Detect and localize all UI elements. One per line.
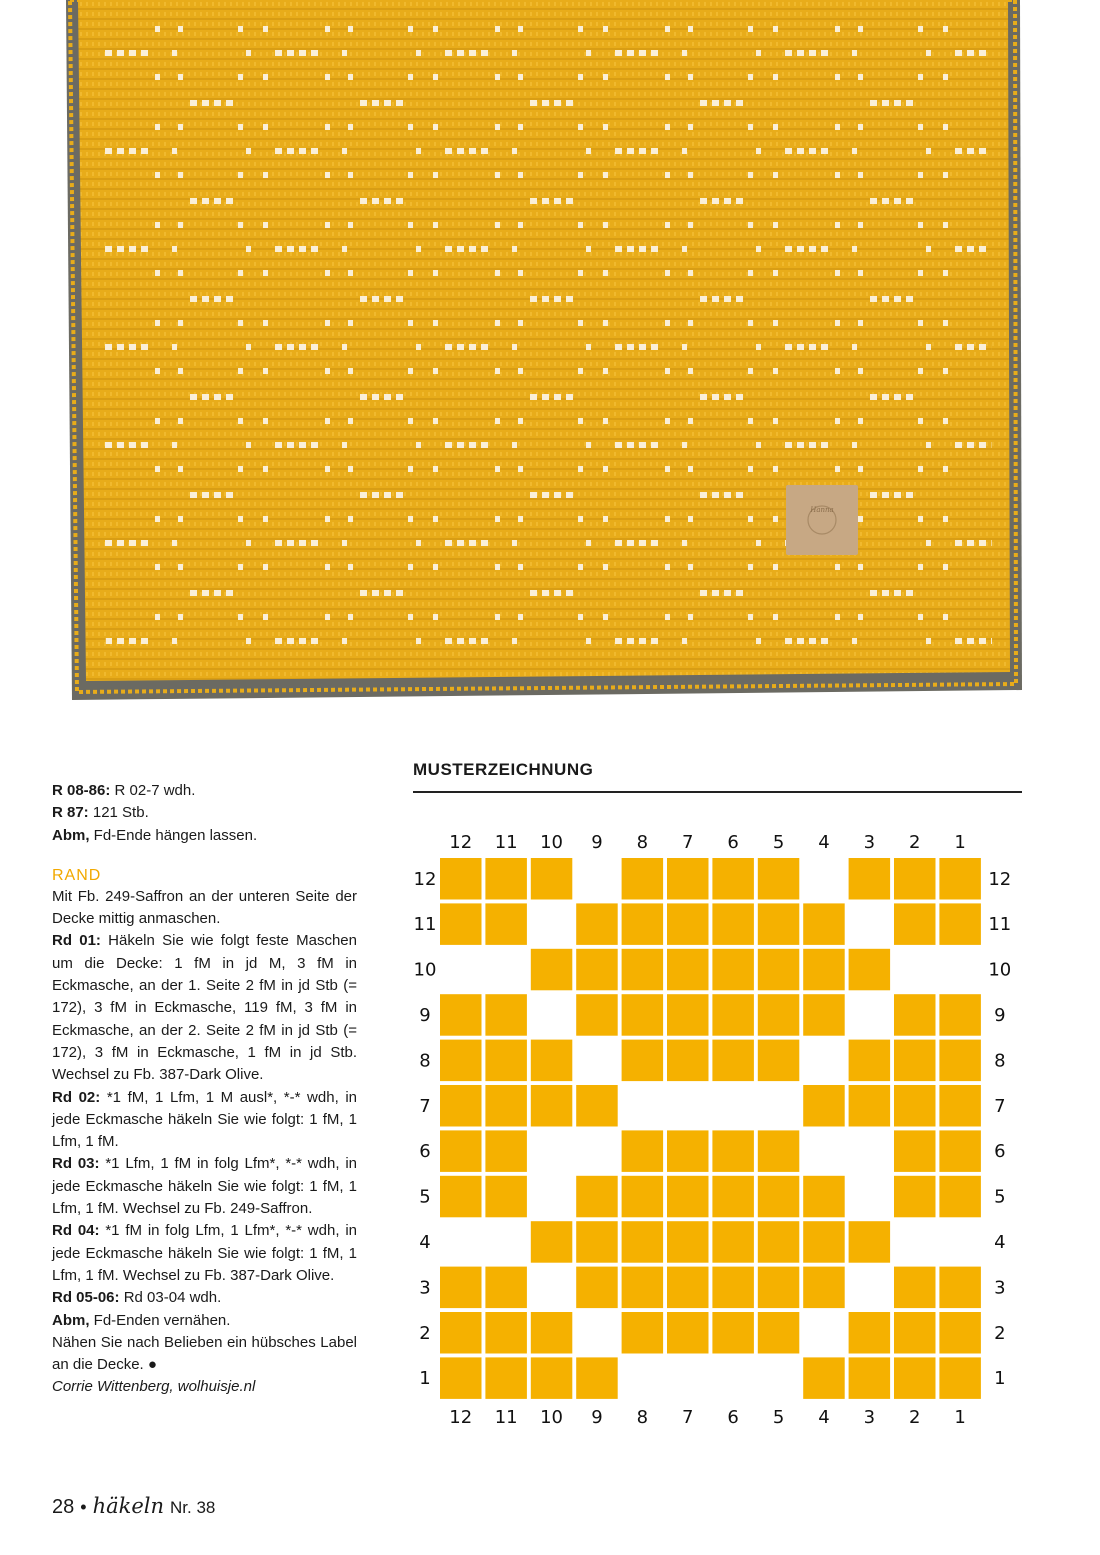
row-label-right: 3: [994, 1277, 1006, 1299]
row-label-right: 4: [994, 1231, 1006, 1253]
chart-cell-filled: [803, 1085, 845, 1127]
chart-cell-filled: [576, 994, 618, 1035]
chart-cell-filled: [849, 1312, 891, 1354]
chart-cell-filled: [712, 1312, 754, 1354]
chart-cell-filled: [667, 1130, 709, 1172]
column-label-bottom: 7: [682, 1406, 694, 1428]
instructions-column: [52, 780, 357, 1399]
chart-cell-filled: [712, 1267, 754, 1309]
chart-cell-filled: [622, 858, 664, 900]
chart-cell-filled: [576, 1176, 618, 1218]
row-label-right: 2: [994, 1322, 1006, 1344]
chart-cell-filled: [894, 994, 936, 1035]
column-label-top: 10: [540, 832, 564, 853]
chart-cell-filled: [712, 994, 754, 1035]
title-rule: [413, 791, 1022, 793]
row-label-left: 7: [419, 1095, 431, 1117]
closing-text: Nähen Sie nach Belieben ein hübsches Label an die Decke. ●: [52, 1333, 357, 1374]
chart-cell-filled: [849, 1040, 891, 1082]
footer-bullet: •: [80, 1497, 87, 1517]
chart-cell-filled: [485, 858, 527, 900]
chart-cell-filled: [531, 1357, 573, 1399]
chart-cell-filled: [622, 1040, 664, 1082]
chart-cell-filled: [667, 1040, 709, 1082]
row-label-left: 11: [413, 914, 437, 936]
blanket-photo: [0, 0, 1100, 712]
rand-heading: RAND: [52, 866, 102, 884]
chart-cell-filled: [485, 903, 527, 945]
row-label-left: 10: [413, 959, 437, 981]
row-label-left: 4: [419, 1231, 431, 1253]
column-label-top: 11: [494, 832, 518, 853]
chart-cell-filled: [939, 1357, 981, 1399]
chart-cell-filled: [440, 1176, 482, 1218]
column-label-bottom: 2: [909, 1406, 921, 1428]
chart-cell-filled: [758, 903, 800, 945]
row-label-left: 9: [419, 1004, 431, 1026]
row-label-right: 8: [994, 1050, 1006, 1072]
chart-cell-filled: [485, 1085, 527, 1127]
chart-cell-filled: [622, 1267, 664, 1309]
chart-cell-filled: [894, 1176, 936, 1218]
column-label-top: 9: [591, 832, 603, 853]
chart-cell-filled: [758, 858, 800, 900]
chart-cell-filled: [712, 1130, 754, 1172]
chart-cell-filled: [576, 1357, 618, 1399]
row-label-right: 5: [994, 1186, 1006, 1208]
chart-cell-filled: [440, 1312, 482, 1354]
instruction-line: R 87: 121 Stb.: [52, 804, 149, 822]
magazine-name: häkeln: [92, 1494, 165, 1518]
round-instruction: Rd 01: Häkeln Sie wie folgt feste Maschen um die Decke: 1 fM in jd M, 3 fM in Eckmasche, an der 1. Seite 2 fM in jd Stb (= 172), 3 fM in Eckmasche, 119 fM, 3 fM in Eckmasche, an der 2. Seite 2 fM in jd Stb (= 172), 3 fM in Eckmasche, 1 fM in jd Stb. Wechsel zu Fb. 387-Dark Olive.: [52, 932, 357, 1084]
chart-cell-filled: [667, 1267, 709, 1309]
chart-cell-filled: [712, 1221, 754, 1263]
row-label-right: 10: [988, 959, 1012, 981]
chart-cell-filled: [758, 1267, 800, 1309]
column-label-top: 12: [449, 832, 473, 853]
blanket-label: [786, 485, 858, 555]
row-label-right: 11: [988, 914, 1012, 936]
chart-cell-filled: [803, 1176, 845, 1218]
chart-cell-filled: [531, 1221, 573, 1263]
chart-cell-filled: [667, 994, 709, 1035]
chart-cell-filled: [894, 1357, 936, 1399]
chart-cell-filled: [440, 1357, 482, 1399]
chart-cell-filled: [712, 1176, 754, 1218]
column-label-bottom: 8: [636, 1406, 649, 1428]
chart-cell-filled: [712, 1040, 754, 1082]
chart-cell-filled: [667, 1176, 709, 1218]
column-label-bottom: 11: [494, 1406, 518, 1428]
row-label-left: 8: [419, 1050, 431, 1072]
chart-cell-filled: [485, 1040, 527, 1082]
page-number: 28: [52, 1496, 75, 1518]
column-label-bottom: 10: [540, 1406, 564, 1428]
chart-cell-filled: [622, 1176, 664, 1218]
chart-cell-filled: [939, 903, 981, 945]
chart-cell-filled: [440, 903, 482, 945]
chart-cell-filled: [939, 1085, 981, 1127]
chart-cell-filled: [803, 903, 845, 945]
chart-cell-filled: [485, 1267, 527, 1309]
chart-cell-filled: [485, 1312, 527, 1354]
row-label-right: 7: [994, 1095, 1006, 1117]
issue-number: Nr. 38: [170, 1498, 216, 1517]
chart-cell-filled: [894, 1040, 936, 1082]
column-label-bottom: 9: [591, 1406, 603, 1428]
chart-cell-filled: [667, 858, 709, 900]
column-label-top: 1: [954, 832, 966, 853]
chart-cell-filled: [849, 1085, 891, 1127]
chart-cell-filled: [440, 1040, 482, 1082]
chart-cell-filled: [849, 858, 891, 900]
chart-cell-filled: [440, 1085, 482, 1127]
chart-cell-filled: [440, 994, 482, 1035]
blanket-photo-svg: [0, 0, 1100, 712]
chart-cell-filled: [803, 1267, 845, 1309]
chart-cell-filled: [622, 949, 664, 991]
chart-cell-filled: [758, 994, 800, 1035]
chart-cell-filled: [440, 858, 482, 900]
chart-cell-filled: [485, 994, 527, 1035]
chart-cell-filled: [939, 1040, 981, 1082]
chart-cell-filled: [440, 1267, 482, 1309]
chart-cell-filled: [667, 1312, 709, 1354]
chart-cell-filled: [667, 1221, 709, 1263]
chart-cell-filled: [712, 949, 754, 991]
chart-cell-filled: [531, 949, 573, 991]
chart-cell-filled: [758, 1221, 800, 1263]
chart-cell-filled: [758, 1040, 800, 1082]
row-label-left: 12: [413, 868, 437, 890]
chart-cell-filled: [939, 994, 981, 1035]
column-label-bottom: 6: [727, 1406, 739, 1428]
chart-cell-filled: [485, 1130, 527, 1172]
chart-cell-filled: [894, 858, 936, 900]
chart-cell-filled: [939, 1176, 981, 1218]
pattern-chart: [410, 820, 1020, 1440]
row-label-right: 9: [994, 1004, 1006, 1026]
instruction-line: R 08-86: R 02-7 wdh.: [52, 782, 196, 799]
chart-cell-filled: [803, 1357, 845, 1399]
round-instruction: Rd 02: *1 fM, 1 Lfm, 1 M ausl*, *-* wdh, in jede Eckmasche häkeln Sie wie folgt: 1 fM, 1 Lfm, 1 fM.: [52, 1088, 358, 1151]
column-label-bottom: 12: [449, 1406, 473, 1428]
chart-cell-filled: [758, 1312, 800, 1354]
chart-cell-filled: [758, 1176, 800, 1218]
chart-cell-filled: [758, 1130, 800, 1172]
chart-cell-filled: [849, 1357, 891, 1399]
chart-cell-filled: [939, 1267, 981, 1309]
row-label-left: 2: [419, 1322, 431, 1344]
column-label-top: 6: [727, 832, 739, 853]
row-label-left: 1: [419, 1368, 431, 1390]
row-label-left: 5: [419, 1186, 431, 1208]
chart-cell-filled: [622, 903, 664, 945]
column-label-top: 8: [636, 832, 649, 853]
column-label-bottom: 3: [863, 1406, 876, 1428]
chart-cell-filled: [894, 1130, 936, 1172]
column-label-bottom: 4: [818, 1406, 830, 1428]
chart-cell-filled: [485, 1357, 527, 1399]
chart-cell-filled: [485, 1176, 527, 1218]
honeycomb-pattern: [100, 20, 992, 660]
chart-cell-filled: [576, 903, 618, 945]
row-label-right: 12: [988, 868, 1012, 890]
chart-cell-filled: [712, 858, 754, 900]
column-label-top: 2: [909, 832, 921, 853]
chart-cell-filled: [939, 858, 981, 900]
chart-cell-filled: [531, 1040, 573, 1082]
chart-cell-filled: [576, 949, 618, 991]
chart-cell-filled: [576, 1267, 618, 1309]
chart-cell-filled: [667, 949, 709, 991]
label-text: Hanna: [810, 506, 834, 514]
column-label-top: 4: [818, 832, 830, 853]
chart-cell-filled: [576, 1085, 618, 1127]
chart-cell-filled: [849, 1221, 891, 1263]
round-instruction: Rd 03: *1 Lfm, 1 fM in folg Lfm*, *-* wdh, in jede Eckmasche häkeln Sie wie folgt: 1 fM, 1 Lfm, 1 fM. Wechsel zu Fb. 249-Saffron.: [52, 1155, 357, 1218]
chart-cell-filled: [894, 1312, 936, 1354]
chart-cell-filled: [667, 903, 709, 945]
round-instruction: Abm, Fd-Enden vernähen.: [52, 1311, 231, 1329]
column-label-top: 7: [682, 832, 694, 853]
column-label-bottom: 1: [954, 1406, 966, 1428]
round-instruction: Rd 05-06: Rd 03-04 wdh.: [52, 1289, 222, 1307]
chart-cell-filled: [894, 1085, 936, 1127]
chart-cell-filled: [622, 994, 664, 1035]
row-label-right: 6: [994, 1141, 1006, 1163]
chart-cell-filled: [622, 1312, 664, 1354]
rand-intro: Mit Fb. 249-Saffron an der unteren Seite der Decke mittig anmaschen.: [52, 887, 357, 928]
chart-cell-filled: [622, 1221, 664, 1263]
column-label-bottom: 5: [772, 1406, 785, 1428]
round-instruction: Rd 04: *1 fM in folg Lfm, 1 Lfm*, *-* wdh, in jede Eckmasche häkeln Sie wie folgt: 1 fM, 1 Lfm, 1 fM. Wechsel zu Fb. 387-Dark Olive.: [52, 1222, 357, 1284]
author-credit: Corrie Wittenberg, wolhuisje.nl: [52, 1378, 256, 1396]
chart-title: MUSTERZEICHNUNG: [413, 760, 594, 779]
chart-cell-filled: [803, 1221, 845, 1263]
instruction-line: Abm, Fd-Ende hängen lassen.: [52, 826, 258, 844]
chart-cell-filled: [894, 903, 936, 945]
chart-cell-filled: [939, 1130, 981, 1172]
column-label-top: 5: [772, 832, 785, 853]
chart-cell-filled: [622, 1130, 664, 1172]
column-label-top: 3: [863, 832, 876, 853]
row-label-left: 3: [419, 1277, 431, 1299]
chart-cell-filled: [939, 1312, 981, 1354]
chart-cell-filled: [712, 903, 754, 945]
row-label-right: 1: [994, 1368, 1006, 1390]
chart-cell-filled: [440, 1130, 482, 1172]
row-label-left: 6: [419, 1141, 431, 1163]
chart-cell-filled: [576, 1221, 618, 1263]
chart-cell-filled: [531, 1085, 573, 1127]
page-footer: [52, 1494, 215, 1519]
chart-cell-filled: [803, 949, 845, 991]
chart-cell-filled: [758, 949, 800, 991]
chart-cell-filled: [894, 1267, 936, 1309]
chart-cell-filled: [803, 994, 845, 1035]
chart-cell-filled: [531, 858, 573, 900]
chart-cell-filled: [531, 1312, 573, 1354]
chart-cell-filled: [849, 949, 891, 991]
